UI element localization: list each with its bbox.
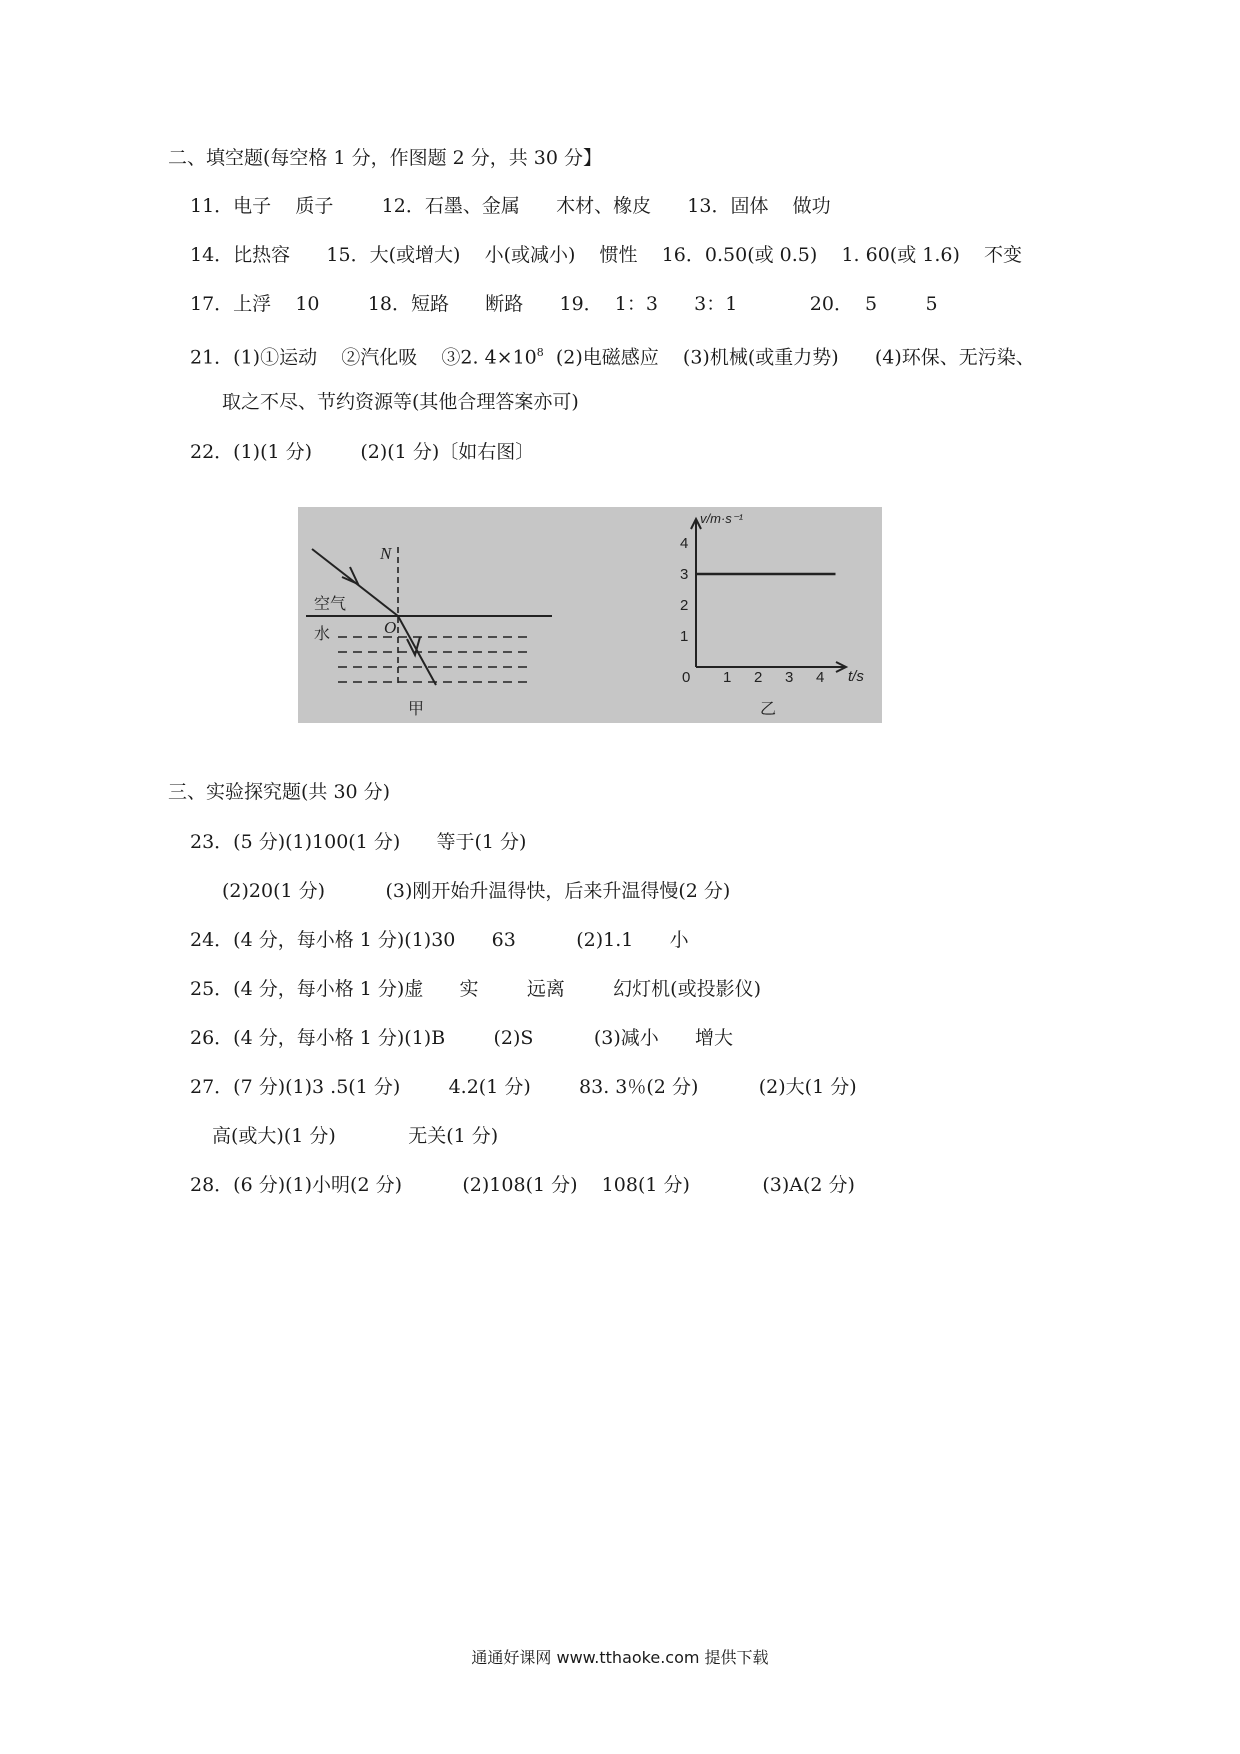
- answer-line-26: 26．(4 分，每小格 1 分)(1)B (2)S (3)减小 增大: [190, 1027, 733, 1049]
- vt-x-axis-label: t/s: [848, 668, 864, 685]
- y-tick-label: 1: [680, 628, 689, 645]
- section3-heading: 三、实验探究题(共 30 分): [168, 781, 391, 803]
- section2-heading: 二、填空题(每空格 1 分，作图题 2 分，共 30 分】: [168, 147, 603, 169]
- y-tick-label: 2: [680, 597, 689, 614]
- answer-line-17-20: 17．上浮 10 18．短路 断路 19． 1：3 3：1 20． 5 5: [190, 293, 938, 315]
- figure-svg: [298, 507, 882, 723]
- refraction-diagram: [306, 547, 552, 685]
- answer-line-23b: (2)20(1 分) (3)刚开始升温得快，后来升温得慢(2 分): [222, 880, 731, 902]
- answer-21a-rest: (2)电磁感应 (3)机械(或重力势) (4)环保、无污染、: [543, 346, 1035, 369]
- answer-line-14-16: 14．比热容 15．大(或增大) 小(或减小) 惯性 16．0.50(或 0.5) 1. 60(或 1.6) 不变: [190, 244, 1023, 266]
- answer-line-22: 22．(1)(1 分) (2)(1 分)〔如右图〕: [190, 441, 535, 463]
- x-tick-label: 1: [723, 669, 732, 686]
- vt-graph: [691, 519, 846, 672]
- label-O: O: [384, 618, 397, 637]
- label-N: N: [380, 544, 392, 563]
- answer-line-24: 24．(4 分，每小格 1 分)(1)30 63 (2)1.1 小: [190, 929, 689, 951]
- x-tick-label: 2: [754, 669, 763, 686]
- vt-y-axis-label: v/m·s⁻¹: [700, 511, 743, 526]
- x-tick-label: 3: [785, 669, 794, 686]
- answer-line-11-13: 11．电子 质子 12．石墨、金属 木材、橡皮 13．固体 做功: [190, 195, 831, 217]
- answer-21a-text: 21．(1)①运动 ②汽化吸 ③2. 4×10: [190, 346, 537, 369]
- answer-line-27b: 高(或大)(1 分) 无关(1 分): [212, 1125, 499, 1147]
- answer-figure: [298, 507, 882, 723]
- answer-line-27a: 27．(7 分)(1)3 .5(1 分) 4.2(1 分) 83. 3％(2 分) (2)大(1 分): [190, 1076, 857, 1098]
- answer-line-23a: 23．(5 分)(1)100(1 分) 等于(1 分): [190, 831, 527, 853]
- label-water: 水: [314, 624, 331, 643]
- vt-origin-label: 0: [682, 669, 691, 686]
- footer-source: 通通好课网 www.tthaoke.com 提供下载: [471, 1648, 769, 1667]
- answer-line-21b: 取之不尽、节约资源等(其他合理答案亦可): [222, 391, 579, 413]
- caption-jia: 甲: [408, 699, 425, 718]
- answer-line-21a: [190, 341, 1035, 369]
- answer-21a-exponent: 8: [536, 346, 544, 359]
- x-tick-label: 4: [816, 669, 825, 686]
- vt-tick-labels: [680, 535, 824, 686]
- label-air: 空气: [314, 594, 347, 613]
- y-tick-label: 3: [680, 566, 689, 583]
- answer-line-28: 28．(6 分)(1)小明(2 分) (2)108(1 分) 108(1 分) (3)A(2 分): [190, 1174, 855, 1196]
- answer-line-25: 25．(4 分，每小格 1 分)虚 实 远离 幻灯机(或投影仪): [190, 978, 761, 1000]
- caption-yi: 乙: [760, 699, 777, 718]
- y-tick-label: 4: [680, 535, 689, 552]
